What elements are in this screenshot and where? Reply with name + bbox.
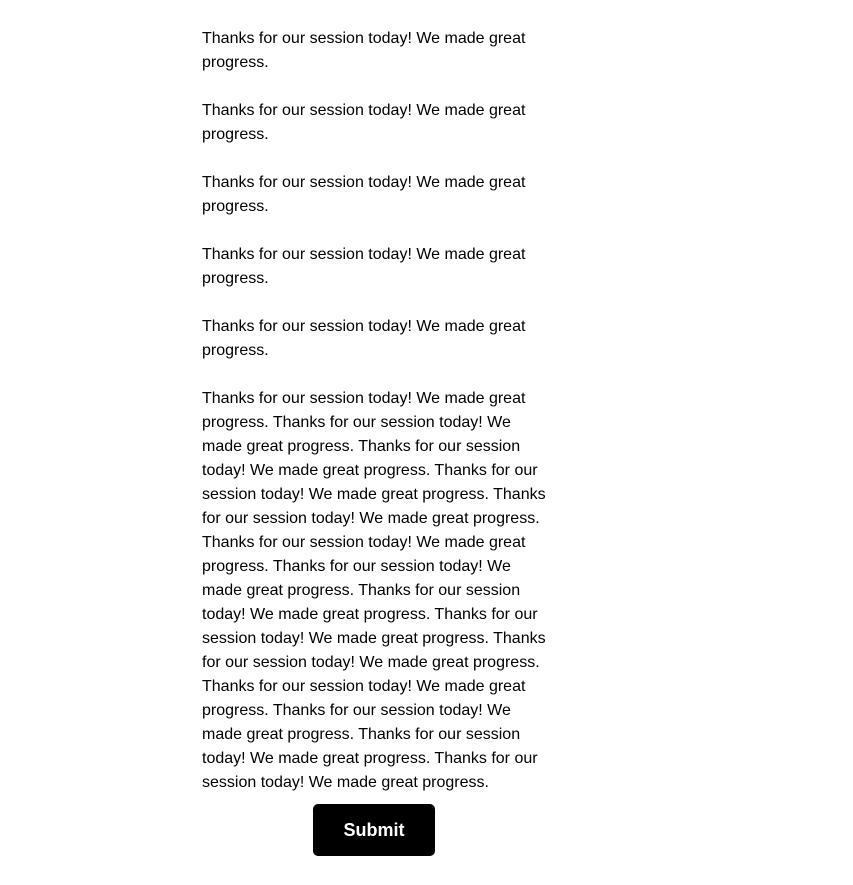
message-paragraph-1: Thanks for our session today! We made great progress.	[202, 30, 526, 71]
message-paragraph-3: Thanks for our session today! We made great progress.	[202, 174, 526, 215]
message-paragraph-6: Thanks for our session today! We made great progress. Thanks for our session today! We made great progress. Thanks for our session today! We made great progress. Thanks for our session today! We made great progress. Thanks for our session today! We made great progress. Thanks for our session today! We made great progress. Thanks for our session today! We made great progress. Thanks for our session today! We made great progress. Thanks for our session today! We made great progress. Thanks for our session today! We made great progress. Thanks for our session today! We made great progress. Thanks for our session today! We made great progress. Thanks for our session today! We made great progress. Thanks for our session today! We made great progress.	[202, 390, 546, 791]
message-content	[202, 27, 547, 795]
submit-button[interactable]: Submit	[313, 804, 435, 856]
message-paragraph-5: Thanks for our session today! We made great progress.	[202, 318, 526, 359]
message-paragraph-4: Thanks for our session today! We made great progress.	[202, 246, 526, 287]
message-paragraph-2: Thanks for our session today! We made great progress.	[202, 102, 526, 143]
